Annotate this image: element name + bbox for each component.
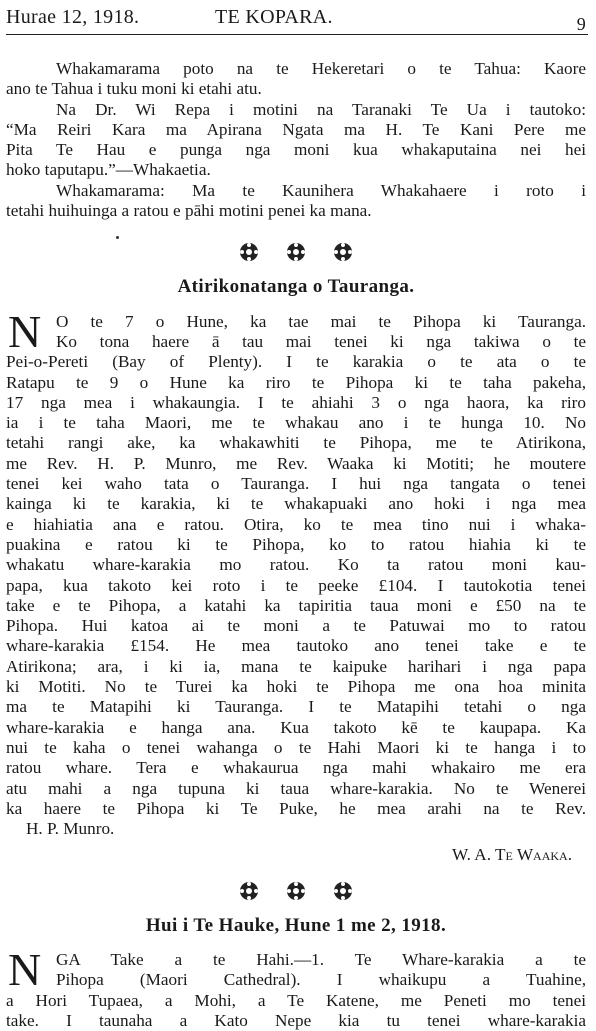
flower-ornament-icon (285, 241, 307, 263)
stray-mark (116, 236, 119, 239)
ornament-row (6, 880, 586, 902)
text-line: Whakamarama poto na te Hekeretari o te Tahua: Kaore (56, 59, 586, 78)
text-line: Pihopa (Maori Cathedral). I whaikupu a Tuahine, (56, 970, 586, 990)
text-line: take. I taunaha a Kato Nepe kia tu tenei whare-karakia (6, 1010, 586, 1030)
text-line: O te 7 o Hune, ka tae mai te Pihopa ki Tauranga. (56, 311, 586, 331)
text-line: tetahi huihuinga a ratou e pāhi motini penei ka mana. (6, 201, 372, 221)
flower-ornament-icon (332, 241, 354, 263)
text-line: 17 nga mea i whakaungia. I te ahiahi 3 o nga haora, ka riro (6, 392, 586, 412)
text-line: Atirikona; ara, i ki ia, mana te kaipuke harihari i nga papa (6, 656, 586, 676)
text-line: e hiahiatia ana e ratou. Otira, ko te mea tino nui i whaka- (6, 514, 586, 534)
text-line: tetahi rangi ake, ka whakawhiti te Pihopa, me te Atirikona, (6, 433, 586, 453)
drop-cap: N (8, 305, 42, 357)
text-line: Pita Te Hau e punga nga moni kua whakaputaina nei hei (6, 140, 586, 160)
text-line: Pei-o-Pereti (Bay of Plenty). I te karakia o te ata o te (6, 352, 586, 372)
signature (6, 845, 586, 865)
flower-ornament-icon (285, 880, 307, 902)
text-line: whare-karakia e hanga ana. Kua takoto kē te kaupapa. Ka (6, 717, 586, 737)
text-line: Na Dr. Wi Repa i motini na Taranaki Te Ua i tautoko: (56, 99, 586, 119)
text-line: GA Take a te Hahi.—1. Te Whare-karakia a te (56, 949, 586, 969)
ornament-row (6, 241, 586, 263)
text-line: whare-karakia £154. He mea tautoko ano tenei take e te (6, 636, 586, 656)
drop-cap: N (8, 943, 42, 995)
text-line: ma te Matapihi ki Tauranga. I te Matapihi tetahi o nga (6, 697, 586, 717)
text-line: kainga ki te karakia, ki te whakapuaki ano hoki i nga mea (6, 494, 586, 514)
text-line: tenei kei waho tata o Tauranga. I hui nga tangata o tenei (6, 474, 586, 494)
text-line: ratou whare. Tera e whakaurua nga mahi whakairo me era (6, 758, 586, 778)
page-number: 9 (576, 14, 586, 34)
text-line: Whakamarama: Ma te Kaunihera Whakahaere i roto i (56, 180, 586, 200)
intro-paragraphs (6, 59, 586, 221)
text-line: Pihopa. Hui katoa ai te moni a te Patuwai mo to ratou (6, 616, 586, 636)
header-rule (6, 34, 588, 35)
text-line: papa, kua takoto kei roto i te peeke £104. I tautokotia tenei (6, 575, 586, 595)
text-line: me Rev. H. P. Munro, me Rev. Waaka ki Motiti; he moutere (6, 453, 586, 473)
section-paragraph (6, 305, 586, 840)
text-line: ki Motiti. No te Turei ka hoki te Pihopa me ona hoa minita (6, 677, 586, 697)
publication-title: TE KOPARA. (215, 6, 333, 28)
running-header (6, 4, 588, 34)
flower-ornament-icon (332, 880, 354, 902)
flower-ornament-icon (238, 880, 260, 902)
text-line: take e te Pihopa, a katahi ka tapiritia taua moni e £50 na te (6, 595, 586, 615)
flower-ornament-icon (238, 241, 260, 263)
text-line: ka haere te Pihopa ki Te Puke, he mea arahi na te Rev. (6, 798, 586, 818)
text-line: Ratapu te 9 o Hune ka riro te Pihopa ki te taha pakeha, (6, 372, 586, 392)
text-line: nui te kaha o tenei wahanga o te Hahi Maori ki te hanga i to (6, 737, 586, 757)
text-line: ano te Tahua i tuku moni ki etahi atu. (6, 79, 262, 99)
text-line: atu mahi a nga tupuna ki taua whare-karakia. No te Wenerei (6, 778, 586, 798)
text-line: ia i te taha Maori, me te whakau ano i te hunga 10. No (6, 413, 586, 433)
text-line: whakatu whare-karakia mo ratou. Ko ta ratou moni kau- (6, 555, 586, 575)
signature-text: W. A. Te Waaka. (452, 845, 572, 865)
text-line: hoko taputapu.”—Whakaetia. (6, 160, 211, 180)
section-heading: Atirikonatanga o Tauranga. (177, 276, 415, 298)
page-body (6, 59, 586, 1031)
text-line: Ko tona haere ā tau mai tenei ki nga takiwa o te (56, 331, 586, 351)
section-heading: Hui i Te Hauke, Hune 1 me 2, 1918. (145, 914, 447, 936)
text-line: puakina e ratou ki te Pihopa, ko to ratou hiahia ki te (6, 534, 586, 554)
text-line: H. P. Munro. (26, 819, 115, 839)
text-line: “Ma Reiri Kara ma Apirana Ngata ma H. Te Kani Pere me (6, 119, 586, 139)
issue-date: Hurae 12, 1918. (6, 6, 140, 28)
text-line: a Hori Tupaea, a Mohi, a Te Katene, me Peneti mo tenei (6, 990, 586, 1010)
